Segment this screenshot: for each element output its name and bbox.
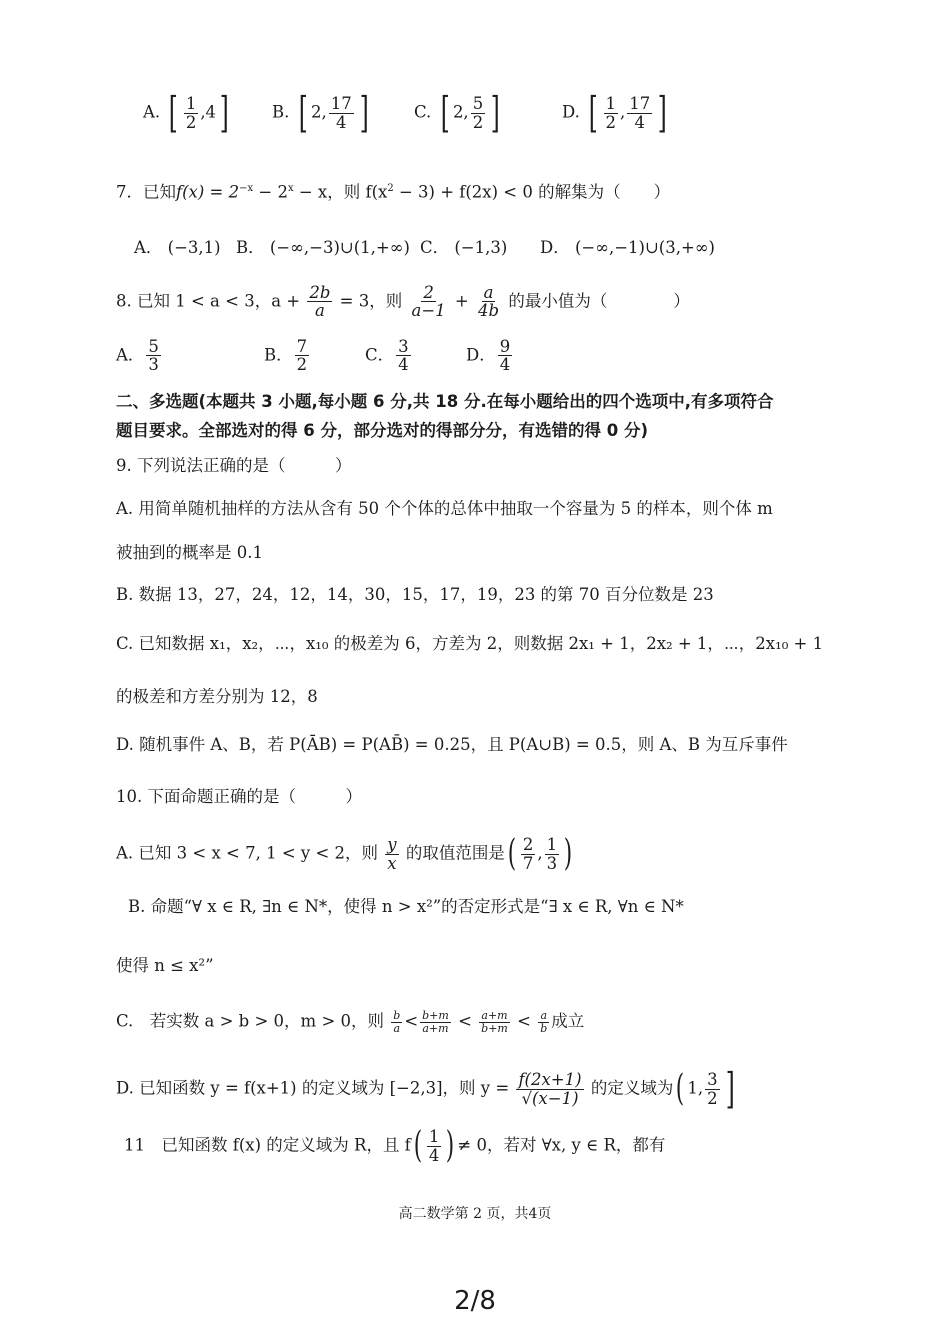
q10-option-b-line1: B. 命题“∀ x ∈ R, ∃n ∈ N*，使得 n > x²”的否定形式是“∃ x ∈ R, ∀n ∈ N* — [128, 897, 684, 916]
q10-option-a: A. 已知 3 < x < 7, 1 < y < 2，则 $\frac{y}{x}$ 的取值范围是( $\frac{2}{7}$ , $\frac{1}{3}$ ) — [116, 833, 573, 874]
q8-option-a: A． $\frac{5}{3}$ — [116, 337, 159, 375]
q9-option-c-line2: 的极差和方差分别为 12，8 — [116, 687, 318, 706]
q6-option-a: A. [ $\frac{1}{2}$ ,4] — [143, 88, 229, 137]
q9-option-d: D. 随机事件 A、B，若 P(ĀB) = P(AB̄) = 0.25，且 P(A∪B) = 0.5，则 A、B 为互斥事件 — [116, 735, 788, 754]
q8-stem: 8. 已知 1 < a < 3，a + $\frac{2b}{a}$ = 3，则 $\frac{2}{a-1}$ + $\frac{a}{4b}$ 的最小值为（ ） — [116, 283, 690, 321]
section2-heading-line1: 二、多选题(本题共 3 小题,每小题 6 分,共 18 分.在每小题给出的四个选项中,有多项符合 — [116, 392, 774, 411]
q8-option-b: B． $\frac{7}{2}$ — [264, 337, 308, 375]
q7-option-d: D． (−∞,−1)∪(3,+∞) — [540, 238, 715, 257]
q9-option-b: B. 数据 13，27，24，12，14，30，15，17，19，23 的第 70 百分位数是 23 — [116, 585, 714, 604]
q8-option-c: C． $\frac{3}{4}$ — [365, 337, 409, 375]
q8-option-d: D． $\frac{9}{4}$ — [466, 337, 511, 375]
q7-option-c: C． (−1,3) — [420, 238, 508, 257]
q9-stem: 9. 下列说法正确的是（ ） — [116, 456, 352, 475]
q6-option-b: B. [ 2, $\frac{17}{4}$ ] — [272, 88, 369, 137]
page-footer: 高二数学第 2 页，共4页 — [398, 1206, 552, 1222]
q7-option-a: A． (−3,1) — [134, 238, 221, 257]
section2-heading-line2: 题目要求。全部选对的得 6 分，部分选对的得部分分，有选错的得 0 分) — [116, 421, 648, 440]
q10-option-d: D. 已知函数 y = f(x+1) 的定义域为 [−2,3]，则 y = $\frac{f(2x+1)}{√(x-1)}$ 的定义域为( 1, $\frac{3}{2}$ ] — [116, 1064, 735, 1113]
q7-option-b: B． (−∞,−3)∪(1,+∞) — [236, 238, 410, 257]
q9-option-a-line2: 被抽到的概率是 0.1 — [116, 543, 263, 562]
q10-stem: 10. 下面命题正确的是（ ） — [116, 787, 362, 806]
q6-option-d: D. [ $\frac{1}{2}$ , $\frac{17}{4}$ ] — [562, 88, 667, 137]
q6-option-c: C. [ 2, $\frac{5}{2}$ ] — [414, 88, 500, 137]
q11-stem: 11 已知函数 f(x) 的定义域为 R，且 f( $\frac{1}{4}$ ) ≠ 0，若对 ∀x, y ∈ R，都有 — [124, 1125, 666, 1166]
q9-option-c-line1: C. 已知数据 x₁，x₂，⋯，x₁₀ 的极差为 6，方差为 2，则数据 2x₁ + 1，2x₂ + 1，⋯，2x₁₀ + 1 — [116, 634, 824, 653]
q10-option-c: C. 若实数 a > b > 0，m > 0，则 $\frac{b}{a}$ < $\frac{b+m}{a+m}$ < $\frac{a+m}{b+m}$ < $\frac{a}{b}$ 成立 — [116, 1009, 585, 1035]
page-number: 2/8 — [454, 1286, 496, 1316]
q10-option-b-line2: 使得 n ≤ x²” — [116, 956, 214, 975]
q7-stem: 7．已知$f(x) = 2^{-x} - 2^x - x$，则 $f(x^2 - 3) + f(2x) < 0$ 的解集为（ ） — [116, 182, 671, 202]
q9-option-a-line1: A. 用简单随机抽样的方法从含有 50 个个体的总体中抽取一个容量为 5 的样本，则个体 m — [116, 499, 773, 518]
